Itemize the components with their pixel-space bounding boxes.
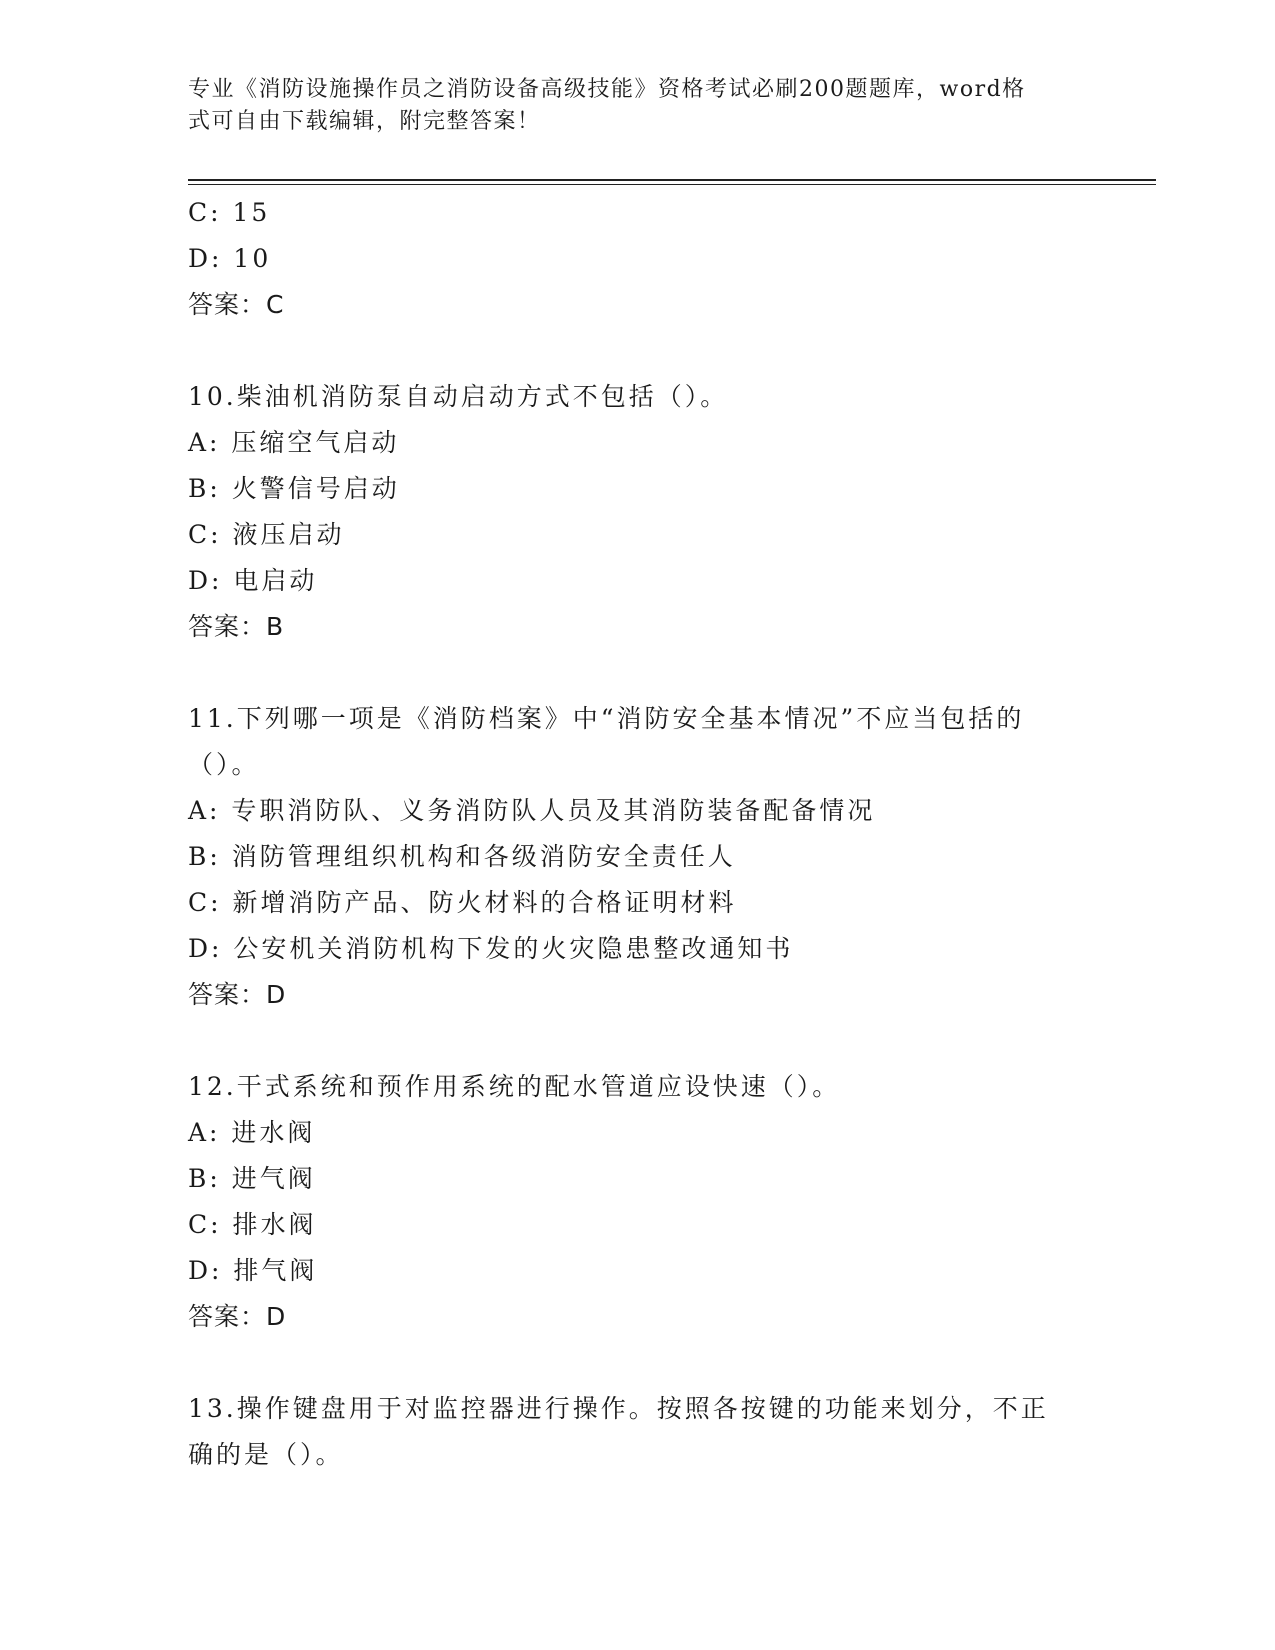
question-13 — [188, 1386, 1088, 1478]
option-c: C: 15 — [188, 198, 271, 227]
spacer — [188, 1340, 1088, 1386]
spacer — [188, 328, 1088, 374]
option-d: D: 电启动 — [188, 566, 318, 595]
question-stem-line-2: （）。 — [188, 750, 260, 779]
question-stem-line-1: 13.操作键盘用于对监控器进行操作。按照各按键的功能来划分，不正 — [188, 1394, 1049, 1423]
question-9-continued — [188, 190, 1088, 328]
option-c: C: 液压启动 — [188, 520, 345, 549]
spacer — [188, 650, 1088, 696]
question-10 — [188, 374, 1088, 650]
header-divider — [188, 179, 1156, 185]
option-d: D: 排气阀 — [188, 1256, 318, 1285]
answer-line: 答案：D — [188, 1302, 287, 1331]
option-d: D: 10 — [188, 244, 272, 273]
question-12 — [188, 1064, 1088, 1340]
option-c: C: 新增消防产品、防火材料的合格证明材料 — [188, 888, 737, 917]
question-stem: 10.柴油机消防泵自动启动方式不包括（）。 — [188, 382, 729, 411]
option-a: A: 压缩空气启动 — [188, 428, 400, 457]
option-a: A: 专职消防队、义务消防队人员及其消防装备配备情况 — [188, 796, 876, 825]
question-stem-line-1: 11.下列哪一项是《消防档案》中“消防安全基本情况”不应当包括的 — [188, 704, 1025, 733]
answer-line: 答案：C — [188, 290, 285, 319]
option-a: A: 进水阀 — [188, 1118, 316, 1147]
option-b: B: 火警信号启动 — [188, 474, 400, 503]
spacer — [188, 1018, 1088, 1064]
question-stem: 12.干式系统和预作用系统的配水管道应设快速（）。 — [188, 1072, 841, 1101]
answer-line: 答案：D — [188, 980, 287, 1009]
question-11 — [188, 696, 1088, 1018]
document-header — [188, 74, 1088, 138]
question-stem-line-2: 确的是（）。 — [188, 1440, 344, 1469]
header-title-line-1: 专业《消防设施操作员之消防设备高级技能》资格考试必刷200题题库，word格 — [188, 77, 1026, 102]
option-c: C: 排水阀 — [188, 1210, 317, 1239]
answer-line: 答案：B — [188, 612, 285, 641]
option-d: D: 公安机关消防机构下发的火灾隐患整改通知书 — [188, 934, 794, 963]
header-title-line-2: 式可自由下载编辑，附完整答案！ — [188, 109, 541, 134]
option-b: B: 进气阀 — [188, 1164, 316, 1193]
option-b: B: 消防管理组织机构和各级消防安全责任人 — [188, 842, 736, 871]
question-list — [188, 190, 1088, 1478]
